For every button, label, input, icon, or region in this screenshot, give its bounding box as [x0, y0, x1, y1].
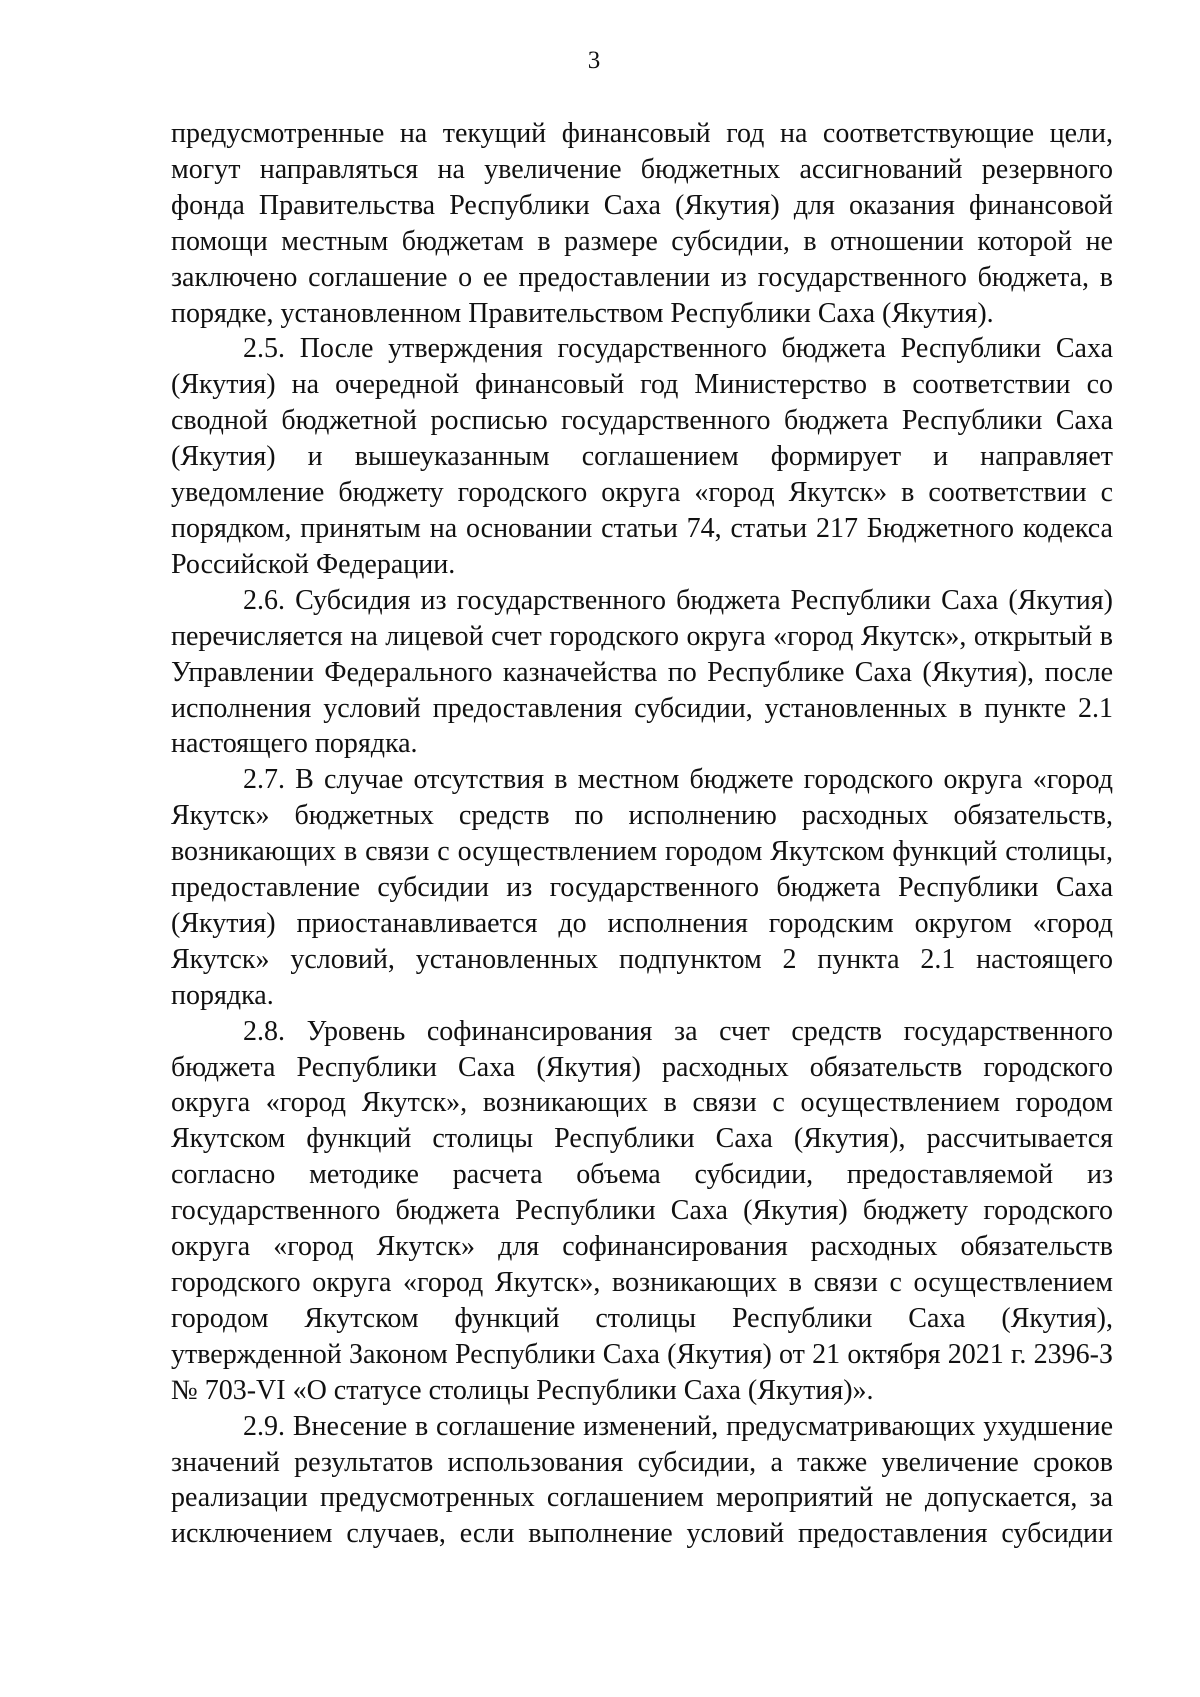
document-body [171, 116, 1113, 1552]
paragraph-continued: предусмотренные на текущий финансовый год на соответствующие цели, могут направляться на увеличение бюджетных ассигнований резервного фонда Правительства Республики Саха (Якутия) для оказания финансовой помощи местным бюджетам в размере субсидии, в отношении которой не заключено соглашение о ее предоставлении из государственного бюджета, в порядке, установленном Правительством Республики Саха (Якутия). [171, 118, 1113, 329]
paragraph-2-7: 2.7. В случае отсутствия в местном бюджете городского округа «город Якутск» бюджетных средств по исполнению расходных обязательств, возникающих в связи с осуществлением городом Якутском функций столицы, предоставление субсидии из государственного бюджета Республики Саха (Якутия) приостанавливается до исполнения городским округом «город Якутск» условий, установленных подпунктом 2 пункта 2.1 настоящего порядка. [171, 764, 1113, 1011]
paragraph-2-6: 2.6. Субсидия из государственного бюджета Республики Саха (Якутия) перечисляется на лицевой счет городского округа «город Якутск», открытый в Управлении Федерального казначейства по Республике Саха (Якутия), после исполнения условий предоставления субсидии, установленных в пункте 2.1 настоящего порядка. [171, 584, 1113, 760]
paragraph-2-9: 2.9. Внесение в соглашение изменений, предусматривающих ухудшение значений результатов использования субсидии, а также увеличение сроков реализации предусмотренных соглашением мероприятий не допускается, за исключением случаев, если выполнение условий предоставления субсидии [171, 1410, 1113, 1550]
paragraph-2-8: 2.8. Уровень софинансирования за счет средств государственного бюджета Республики Саха (Якутия) расходных обязательств городского округа «город Якутск», возникающих в связи с осуществлением городом Якутском функций столицы Республики Саха (Якутия), рассчитывается согласно методике расчета объема субсидии, предоставляемой из государственного бюджета Республики Саха (Якутия) бюджету городского округа «город Якутск» для софинансирования расходных обязательств городского округа «город Якутск», возникающих в связи с осуществлением городом Якутском функций столицы Республики Саха (Якутия), утвержденной Законом Республики Саха (Якутия) от 21 октября 2021 г. 2396-З № 703-VI «О статусе столицы Республики Саха (Якутия)». [171, 1015, 1113, 1406]
paragraph-2-5: 2.5. После утверждения государственного бюджета Республики Саха (Якутия) на очередной финансовый год Министерство в соответствии со сводной бюджетной росписью государственного бюджета Республики Саха (Якутия) и вышеуказанным соглашением формирует и направляет уведомление бюджету городского округа «город Якутск» в соответствии с порядком, принятым на основании статьи 74, статьи 217 Бюджетного кодекса Российской Федерации. [171, 333, 1113, 580]
page-number: 3 [587, 47, 601, 74]
